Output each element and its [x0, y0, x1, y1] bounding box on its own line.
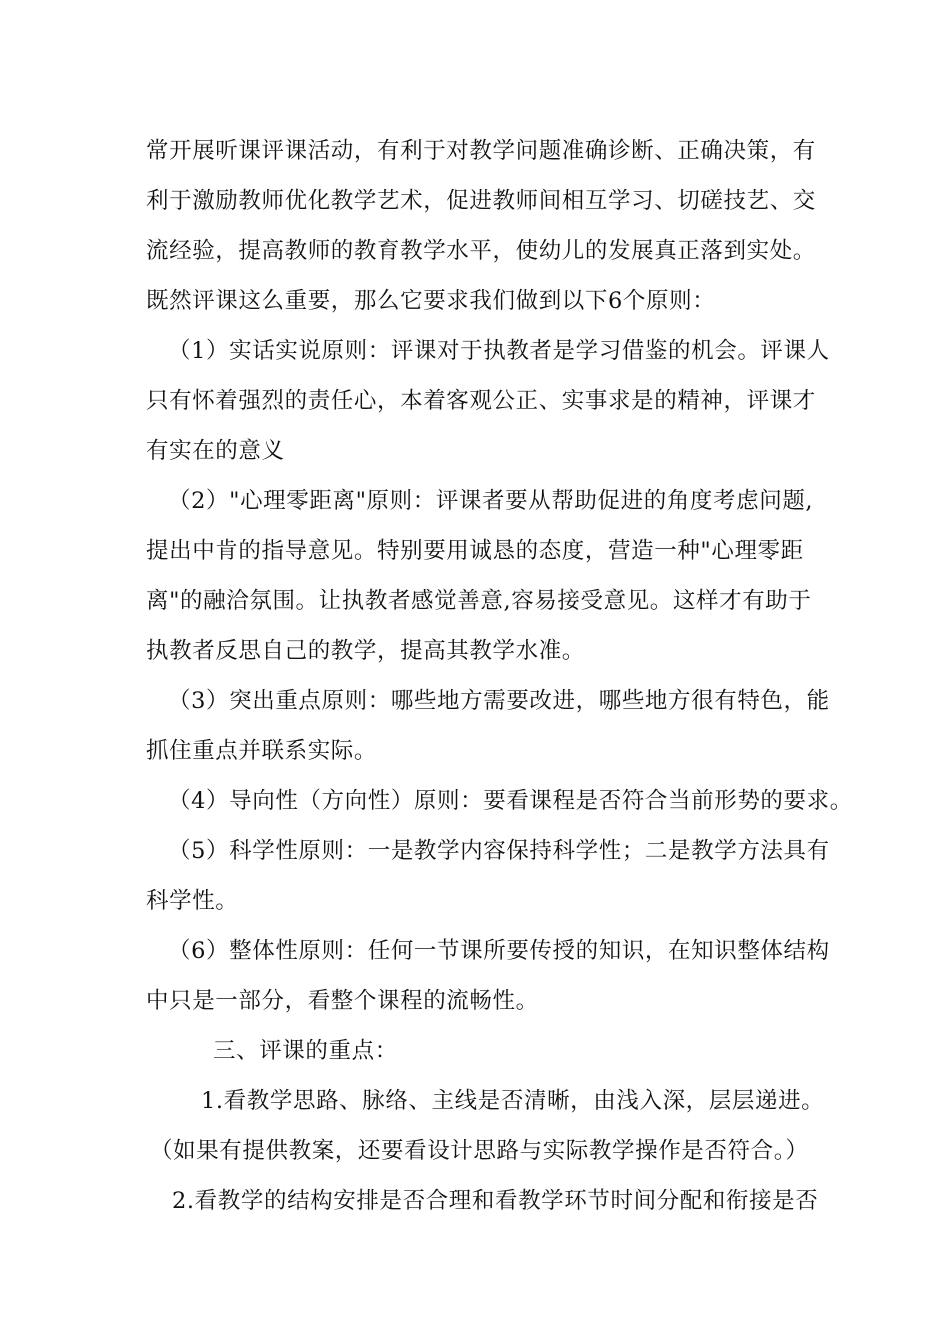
section-heading: 三、评课的重点：	[213, 1038, 398, 1064]
paragraph-line: 执教者反思自己的教学，提高其教学水准。	[146, 638, 585, 664]
paragraph-line: 科学性。	[146, 888, 239, 914]
paragraph-line: 中只是一部分，看整个课程的流畅性。	[146, 988, 539, 1014]
list-item-line: （4）导向性（方向性）原则：要看课程是否符合当前形势的要求。	[168, 788, 853, 814]
paragraph-line: 流经验，提高教师的教育教学水平，使幼儿的发展真正落到实处。	[146, 238, 816, 264]
paragraph-line: 离"的融洽氛围。让执教者感觉善意,容易接受意见。这样才有助于	[146, 588, 812, 614]
paragraph-line: 常开展听课评课活动，有利于对教学问题准确诊断、正确决策，有	[146, 138, 816, 164]
paragraph-line: （如果有提供教案，还要看设计思路与实际教学操作是否符合。）	[150, 1138, 809, 1164]
list-item-line: （3）突出重点原则：哪些地方需要改进，哪些地方很有特色，能	[168, 688, 830, 714]
paragraph-line: 利于激励教师优化教学艺术，促进教师间相互学习、切磋技艺、交	[146, 188, 816, 214]
list-item-line: （2）"心理零距离"原则：评课者要从帮助促进的角度考虑问题,	[168, 488, 814, 514]
paragraph-line: 既然评课这么重要，那么它要求我们做到以下6个原则：	[146, 288, 716, 314]
paragraph-line: 只有怀着强烈的责任心，本着客观公正、实事求是的精神，评课才	[146, 388, 816, 414]
key-point-line: 1.看教学思路、脉络、主线是否清晰，由浅入深，层层递进。	[201, 1088, 825, 1114]
list-item-line: （6）整体性原则：任何一节课所要传授的知识，在知识整体结构	[168, 938, 830, 964]
paragraph-line: 抓住重点并联系实际。	[146, 738, 378, 764]
key-point-line: 2.看教学的结构安排是否合理和看教学环节时间分配和衔接是否	[172, 1188, 819, 1214]
paragraph-line: 有实在的意义	[146, 438, 285, 464]
list-item-line: （5）科学性原则：一是教学内容保持科学性；二是教学方法具有	[168, 838, 830, 864]
paragraph-line: 提出中肯的指导意见。特别要用诚恳的态度，营造一种"心理零距	[146, 538, 804, 564]
list-item-line: （1）实话实说原则：评课对于执教者是学习借鉴的机会。评课人	[168, 338, 830, 364]
